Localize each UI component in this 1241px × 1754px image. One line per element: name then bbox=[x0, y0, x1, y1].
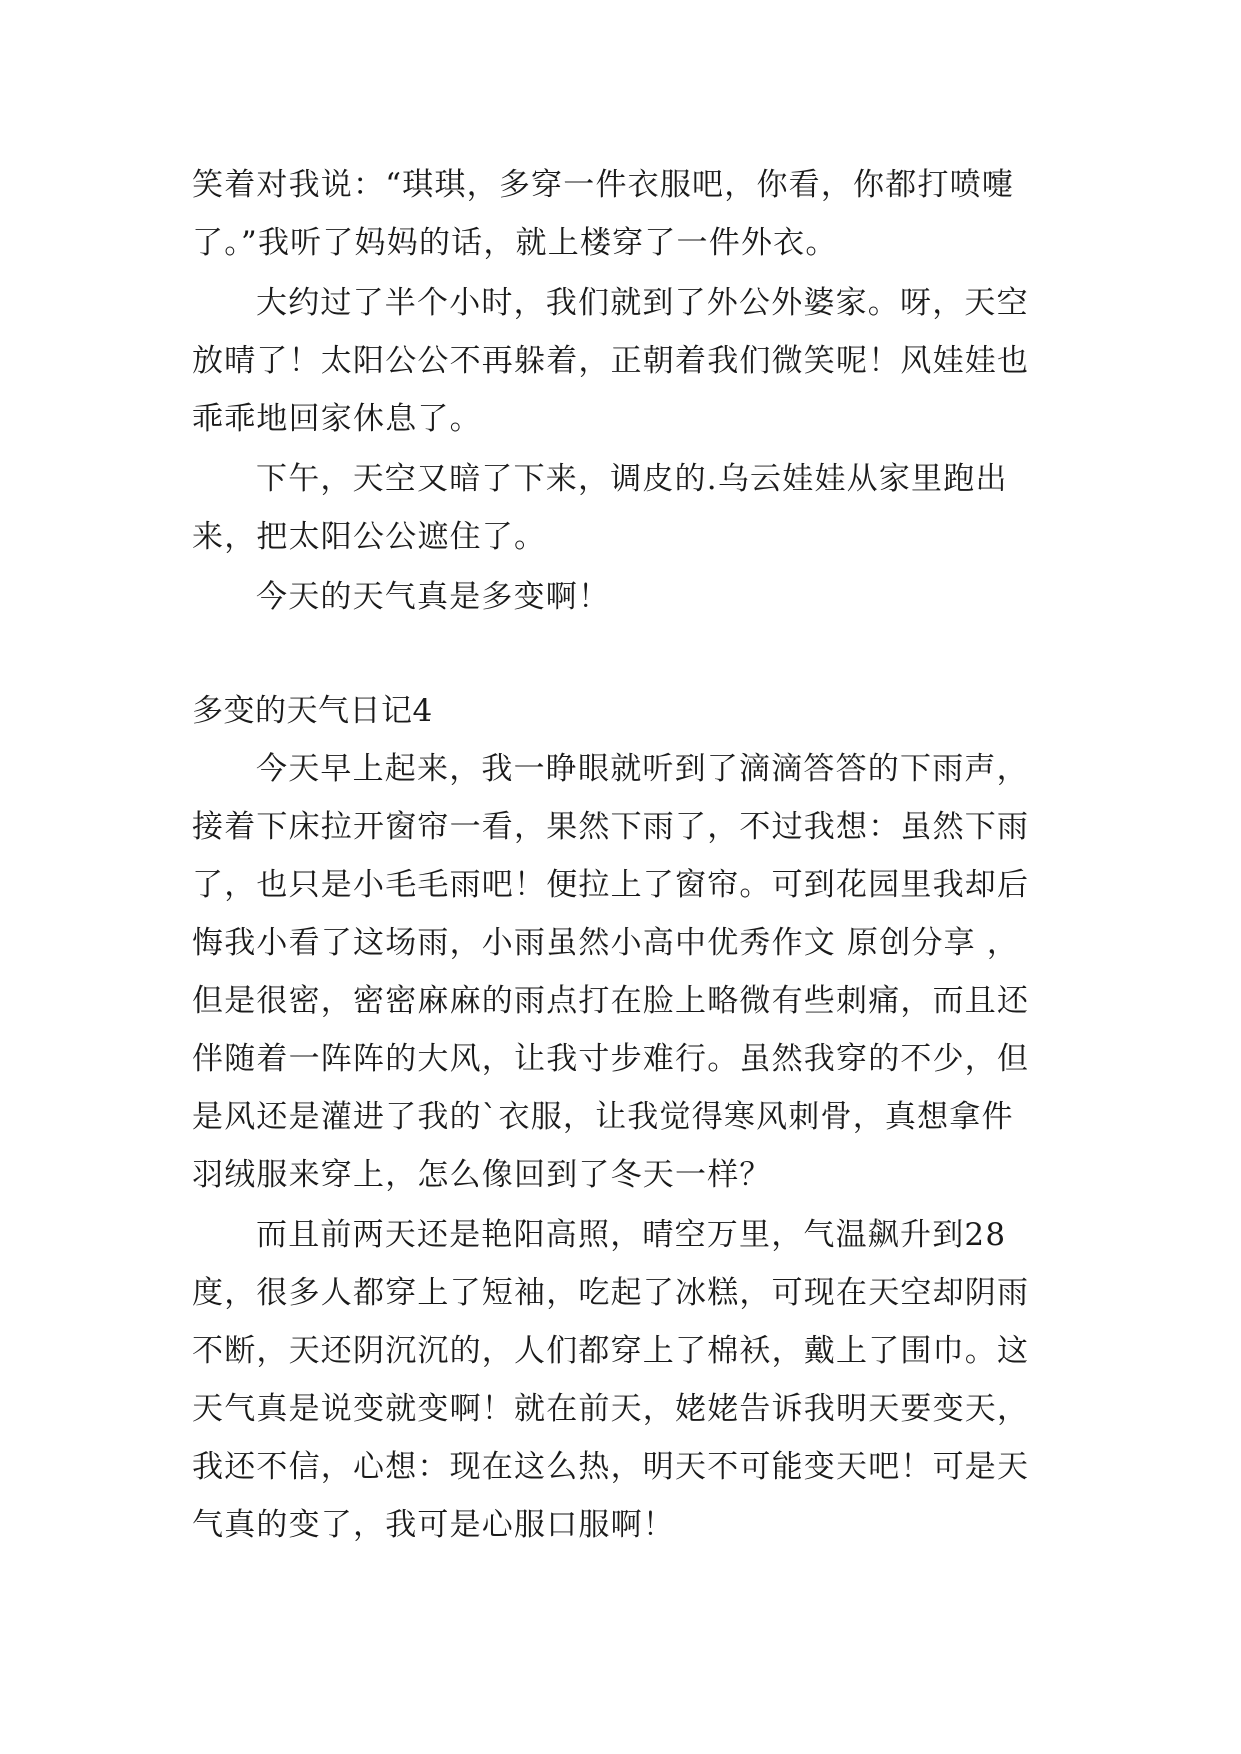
paragraph-line: 放晴了！太阳公公不再躲着，正朝着我们微笑呢！风娃娃也 bbox=[192, 343, 1030, 379]
paragraph-line: 是风还是灌进了我的`衣服，让我觉得寒风刺骨，真想拿件 bbox=[192, 1099, 1014, 1135]
paragraph-line: 羽绒服来穿上，怎么像回到了冬天一样？ bbox=[192, 1157, 772, 1193]
paragraph-line: 度，很多人都穿上了短袖，吃起了冰糕，可现在天空却阴雨 bbox=[192, 1275, 1030, 1311]
paragraph-line: 不断，天还阴沉沉的，人们都穿上了棉袄，戴上了围巾。这 bbox=[192, 1333, 1030, 1369]
paragraph-line: 乖乖地回家休息了。 bbox=[192, 401, 482, 437]
paragraph-line: 伴随着一阵阵的大风，让我寸步难行。虽然我穿的不少，但 bbox=[192, 1041, 1030, 1077]
paragraph-line: 来，把太阳公公遮住了。 bbox=[192, 519, 547, 555]
paragraph-line: 今天的天气真是多变啊！ bbox=[256, 579, 611, 615]
paragraph-line: 下午，天空又暗了下来，调皮的.乌云娃娃从家里跑出 bbox=[256, 461, 1008, 497]
paragraph-line: 了。”我听了妈妈的话，就上楼穿了一件外衣。 bbox=[192, 225, 838, 261]
paragraph-line: 悔我小看了这场雨，小雨虽然小高中优秀作文 原创分享 ， bbox=[192, 925, 1020, 961]
paragraph-line: 今天早上起来，我一睁眼就听到了滴滴答答的下雨声， bbox=[256, 751, 1029, 787]
paragraph-line: 但是很密，密密麻麻的雨点打在脸上略微有些刺痛，而且还 bbox=[192, 983, 1030, 1019]
paragraph-line: 接着下床拉开窗帘一看，果然下雨了，不过我想：虽然下雨 bbox=[192, 809, 1030, 845]
paragraph-line: 气真的变了，我可是心服口服啊！ bbox=[192, 1507, 675, 1543]
section-title: 多变的天气日记4 bbox=[192, 693, 433, 729]
paragraph-line: 笑着对我说：“琪琪，多穿一件衣服吧，你看，你都打喷嚏 bbox=[192, 167, 1015, 203]
paragraph-line: 大约过了半个小时，我们就到了外公外婆家。呀，天空 bbox=[256, 285, 1029, 321]
paragraph-line: 而且前两天还是艳阳高照，晴空万里，气温飙升到28 bbox=[256, 1217, 1007, 1253]
paragraph-line: 天气真是说变就变啊！就在前天，姥姥告诉我明天要变天， bbox=[192, 1391, 1030, 1427]
paragraph-line: 我还不信，心想：现在这么热，明天不可能变天吧！可是天 bbox=[192, 1449, 1030, 1485]
paragraph-line: 了，也只是小毛毛雨吧！便拉上了窗帘。可到花园里我却后 bbox=[192, 867, 1030, 903]
